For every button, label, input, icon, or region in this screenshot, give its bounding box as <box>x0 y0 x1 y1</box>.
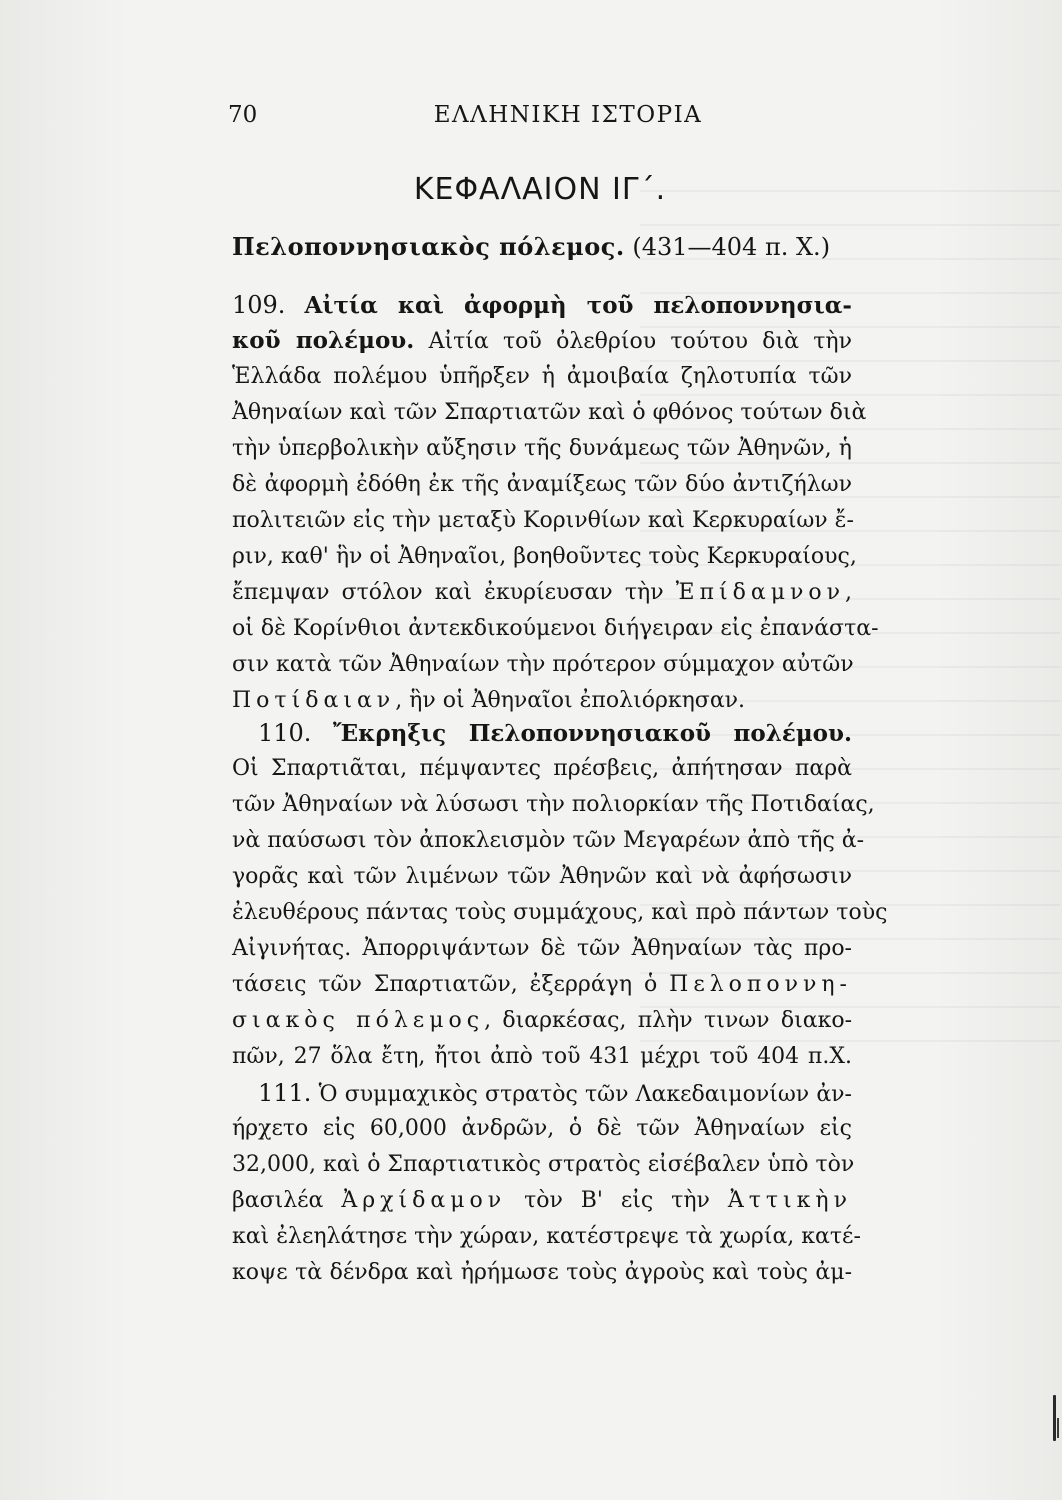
text-line <box>232 1003 852 1039</box>
text-span: , διαρκέσας, πλὴν τινων διακο- <box>484 1008 852 1033</box>
text-line <box>232 1075 852 1111</box>
text-line: δὲ ἀφορμὴ ἐδόθη ἐκ τῆς ἀναμίξεως τῶν δύο ἀντιζήλων <box>232 472 852 497</box>
text-line: πολιτειῶν εἰς τὴν μεταξὺ Κορινθίων καὶ Κερκυραίων ἔ- <box>232 508 854 533</box>
chapter-title: ΚΕΦΑΛΑΙΟΝ ΙΓ΄. <box>413 172 667 207</box>
text-line: σιν κατὰ τῶν Ἀθηναίων τὴν πρότερον σύμμαχον αὐτῶν <box>232 652 854 677</box>
running-title: ΕΛΛΗΝΙΚΗ ΙΣΤΟΡΙΑ <box>433 102 703 128</box>
place-name-spaced: Ἐπίδαμνον <box>675 580 845 605</box>
text-span: τὸν Β' εἰς τὴν <box>524 1188 728 1213</box>
text-line: κοψε τὰ δένδρα καὶ ἠρήμωσε τοὺς ἀγροὺς καὶ τοὺς ἀμ- <box>232 1260 852 1285</box>
term-spaced: Πελοποννη- <box>669 972 852 997</box>
text-line: Αἰγινήτας. Ἀπορριψάντων δὲ τῶν Ἀθηναίων τὰς προ- <box>232 936 852 961</box>
section-number: 111. <box>258 1079 312 1107</box>
text-span: Ὁ συμμαχικὸς στρατὸς τῶν Λακεδαιμονίων ἀν- <box>311 1082 852 1107</box>
text-span: βασιλέα <box>232 1188 342 1213</box>
text-line: πῶν, 27 ὅλα ἔτη, ἤτοι ἀπὸ τοῦ 431 μέχρι τοῦ 404 π.Χ. <box>232 1044 852 1069</box>
text-line <box>232 575 852 611</box>
text-line <box>232 683 852 719</box>
page-edge-mark <box>1057 1418 1059 1438</box>
text-line: Οἱ Σπαρτιᾶται, πέμψαντες πρέσβεις, ἀπήτησαν παρὰ <box>232 756 852 781</box>
text-line: γορᾶς καὶ τῶν λιμένων τῶν Ἀθηνῶν καὶ νὰ ἀφήσωσιν <box>232 864 852 889</box>
term-spaced: σιακὸς πόλεμος <box>232 1008 485 1033</box>
text-line: νὰ παύσωσι τὸν ἀποκλεισμὸν τῶν Μεγαρέων ἀπὸ τῆς ἀ- <box>232 828 865 853</box>
text-line: ήρχετο εἰς 60,000 ἀνδρῶν, ὁ δὲ τῶν Ἀθηναίων εἰς <box>232 1116 852 1141</box>
page-number: 70 <box>228 102 258 128</box>
page-edge-mark <box>1053 1395 1056 1441</box>
text-line <box>232 967 852 1003</box>
chapter-subtitle <box>232 232 830 261</box>
text-line: ριν, καθ' ἣν οἱ Ἀθηναῖοι, βοηθοῦντες τοὺς Κερκυραίους, <box>232 544 857 569</box>
text-line: ἐλευθέρους πάντας τοὺς συμμάχους, καὶ πρὸ πάντων τοὺς <box>232 900 888 925</box>
text-span: Αἰτία τοῦ ὀλεθρίου τούτου διὰ τὴν <box>428 329 852 354</box>
subtitle-topic: Πελοποννησιακὸς πόλεμος. <box>232 232 625 261</box>
text-line: Ἀθηναίων καὶ τῶν Σπαρτιατῶν καὶ ὁ φθόνος τούτων διὰ <box>232 400 867 425</box>
text-line: 32,000, καὶ ὁ Σπαρτιατικὸς στρατὸς εἰσέβαλεν ὑπὸ τὸν <box>232 1152 855 1177</box>
text-line <box>232 715 852 751</box>
page-header <box>228 96 852 136</box>
text-line <box>232 287 852 323</box>
text-line: τῶν Ἀθηναίων νὰ λύσωσι τὴν πολιορκίαν τῆς Ποτιδαίας, <box>232 792 875 817</box>
text-span: τάσεις τῶν Σπαρτιατῶν, ἐξερράγη ὁ <box>232 972 670 997</box>
text-line: καὶ ἐλεηλάτησε τὴν χώραν, κατέστρεψε τὰ χωρία, κατέ- <box>232 1224 861 1249</box>
section-heading: Ἔκρηξις Πελοποννησιακοῦ πολέμου. <box>332 720 852 747</box>
section-number: 110. <box>258 719 312 747</box>
subtitle-dates: (431—404 π. Χ.) <box>624 233 831 261</box>
section-heading-cont: κοῦ πολέμου. <box>232 327 415 354</box>
text-span: , <box>845 580 852 605</box>
section-heading: Αἰτία καὶ ἀφορμὴ τοῦ πελοποννησια- <box>304 292 852 319</box>
text-line: Ἑλλάδα πολέμου ὑπῆρξεν ἡ ἀμοιβαία ζηλοτυπία τῶν <box>232 364 852 389</box>
text-line <box>232 1183 852 1219</box>
text-span: , ἣν οἱ Ἀθηναῖοι ἐπολιόρκησαν. <box>395 688 746 713</box>
person-name-spaced: Ἀρχίδαμον <box>341 1188 507 1213</box>
section-number: 109. <box>232 291 286 319</box>
text-line <box>232 323 852 359</box>
place-name-spaced: Ποτίδαιαν <box>232 688 396 713</box>
place-name-spaced: Ἀττικὴν <box>727 1188 852 1213</box>
text-line: οἱ δὲ Κορίνθιοι ἀντεκδικούμενοι διήγειραν εἰς ἐπανάστα- <box>232 616 879 641</box>
text-line: τὴν ὑπερβολικὴν αὔξησιν τῆς δυνάμεως τῶν Ἀθηνῶν, ἡ <box>232 436 852 461</box>
text-span: ἔπεμψαν στόλον καὶ ἐκυρίευσαν τὴν <box>232 580 676 605</box>
